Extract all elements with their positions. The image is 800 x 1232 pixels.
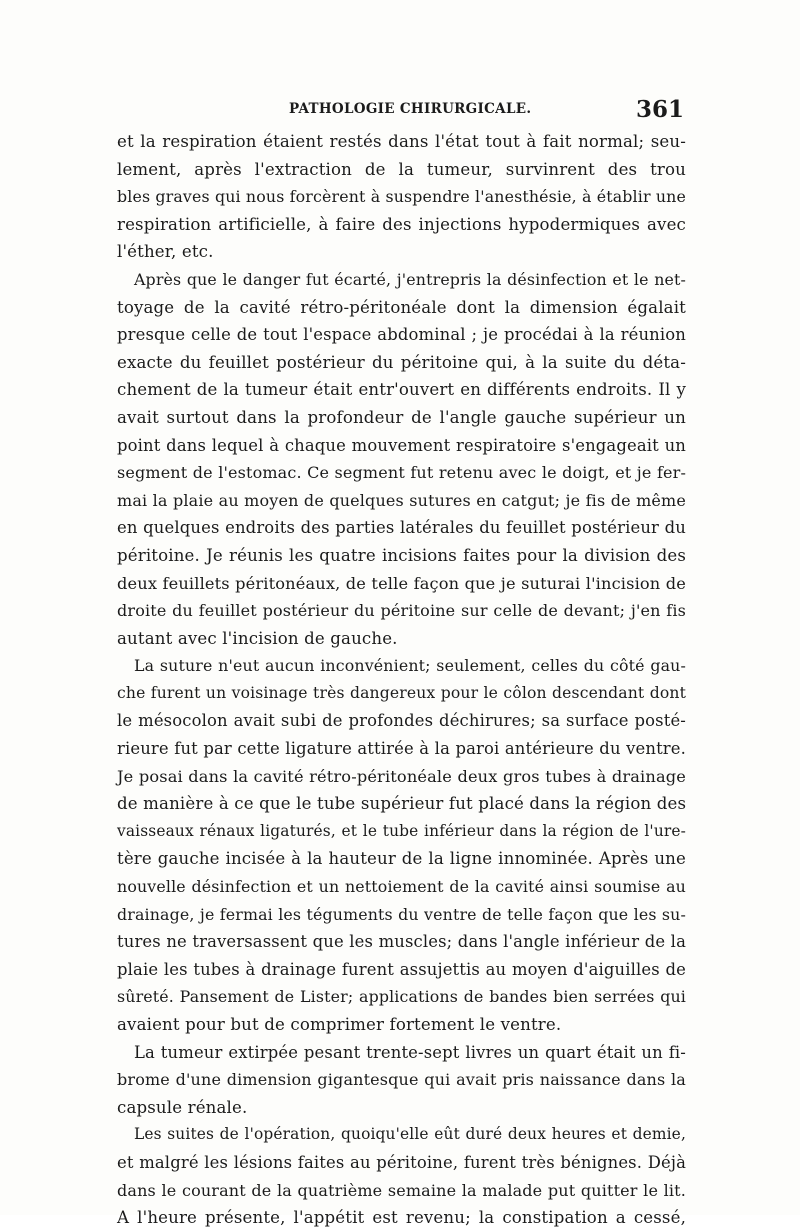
text-line: l'éther, etc. xyxy=(117,242,214,262)
text-line: avaient pour but de comprimer fortement le ventre. xyxy=(117,1015,562,1034)
text-line: nouvelle désinfection et un nettoiement de la cavité ainsi soumise au xyxy=(117,877,686,897)
text-line: deux feuillets péritonéaux, de telle façon que je suturai l'incision de xyxy=(117,573,686,593)
text-line: dans le courant de la quatrième semaine la malade put quitter le lit. xyxy=(117,1180,686,1200)
text-line: vaisseaux rénaux ligaturés, et le tube inférieur dans la région de l'ure- xyxy=(117,821,686,840)
text-line: et la respiration étaient restés dans l'état tout à fait normal; seu- xyxy=(117,132,686,151)
text-line: toyage de la cavité rétro-péritonéale dont la dimension égalait xyxy=(117,297,686,317)
page-number: 361 xyxy=(635,96,684,123)
text-line: point dans lequel à chaque mouvement respiratoire s'engageait un xyxy=(117,435,686,455)
text-line: plaie les tubes à drainage furent assujettis au moyen d'aiguilles de xyxy=(117,959,686,979)
text-line: brome d'une dimension gigantesque qui avait pris naissance dans la xyxy=(117,1070,686,1090)
text-line: Après que le danger fut écarté, j'entrepris la désinfection et le net- xyxy=(134,269,686,289)
text-line: en quelques endroits des parties latérales du feuillet postérieur du xyxy=(117,518,686,538)
text-line: A l'heure présente, l'appétit est revenu; la constipation a cessé, xyxy=(117,1208,686,1228)
text-line: avait surtout dans la profondeur de l'angle gauche supérieur un xyxy=(117,407,686,427)
text-line: La suture n'eut aucun inconvénient; seulement, celles du côté gau- xyxy=(134,656,686,676)
text-line: drainage, je fermai les téguments du ventre de telle façon que les su- xyxy=(117,904,686,924)
text-line: tère gauche incisée à la hauteur de la ligne innominée. Après une xyxy=(117,849,686,869)
running-title: PATHOLOGIE CHIRURGICALE. xyxy=(289,101,532,117)
text-line: lement, après l'extraction de la tumeur, survinrent des trou xyxy=(117,159,686,179)
text-line: droite du feuillet postérieur du péritoine sur celle de devant; j'en fis xyxy=(117,601,686,621)
text-line: chement de la tumeur était entr'ouvert en différents endroits. Il y xyxy=(117,380,686,400)
text-line: respiration artificielle, à faire des injections hypodermiques avec xyxy=(117,214,686,234)
text-line: de manière à ce que le tube supérieur fut placé dans la région des xyxy=(117,794,687,814)
text-line: exacte du feuillet postérieur du péritoine qui, à la suite du déta- xyxy=(117,352,686,372)
text-line: et malgré les lésions faites au péritoine, furent très bénignes. Déjà xyxy=(117,1152,686,1172)
running-head xyxy=(117,96,684,124)
text-line: le mésocolon avait subi de profondes déchirures; sa surface posté- xyxy=(117,711,686,731)
body-text xyxy=(117,128,686,1232)
text-line: Les suites de l'opération, quoiqu'elle eût duré deux heures et demie, xyxy=(134,1125,686,1144)
text-line: sûreté. Pansement de Lister; applications de bandes bien serrées qui xyxy=(117,987,686,1007)
text-line: mai la plaie au moyen de quelques sutures en catgut; je fis de même xyxy=(117,490,686,510)
text-line: autant avec l'incision de gauche. xyxy=(117,628,398,648)
text-line: La tumeur extirpée pesant trente-sept livres un quart était un fi- xyxy=(134,1042,686,1062)
text-line: capsule rénale. xyxy=(117,1097,248,1117)
text-line: segment de l'estomac. Ce segment fut retenu avec le doigt, et je fer- xyxy=(117,463,686,483)
text-line: presque celle de tout l'espace abdominal ; je procédai à la réunion xyxy=(117,325,686,345)
text-line: péritoine. Je réunis les quatre incisions faites pour la division des xyxy=(117,545,686,565)
text-line: rieure fut par cette ligature attirée à la paroi antérieure du ventre. xyxy=(117,739,686,759)
text-line: che furent un voisinage très dangereux pour le côlon descendant dont xyxy=(117,683,686,702)
text-line: tures ne traversassent que les muscles; dans l'angle inférieur de la xyxy=(117,932,686,952)
text-line: bles graves qui nous forcèrent à suspendre l'anesthésie, à établir une xyxy=(117,187,686,207)
text-line: Je posai dans la cavité rétro-péritonéale deux gros tubes à drainage xyxy=(117,766,686,786)
